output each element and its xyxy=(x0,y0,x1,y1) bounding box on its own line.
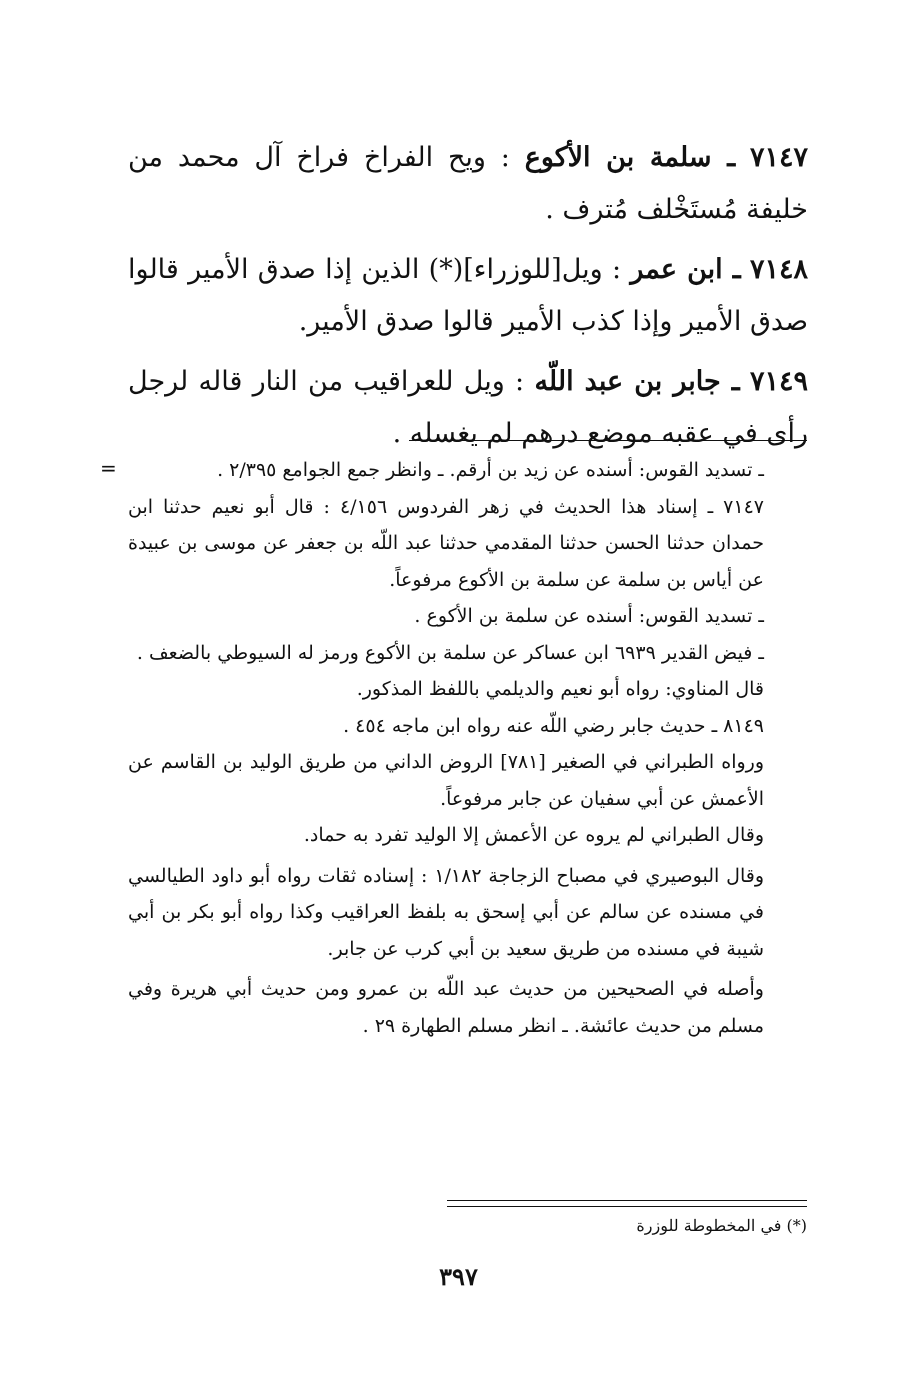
footnote-divider xyxy=(447,1200,807,1207)
note-paragraph: ورواه الطبراني في الصغير [٧٨١] الروض الداني من طريق الوليد بن القاسم عن الأعمش عن أبي سفيان عن جابر مرفوعاً. xyxy=(128,751,764,810)
note-paragraph: ـ فيض القدير ٦٩٣٩ ابن عساكر عن سلمة بن الأكوع ورمز له السيوطي بالضعف . xyxy=(136,641,764,664)
note-paragraph: وقال البوصيري في مصباح الزجاجة ١/١٨٢ : إسناده ثقات رواه أبو داود الطيالسي في مسنده عن سالم عن أبي إسحق به بلفظ العراقيب وكذا رواه أبو بكر بن أبي شيبة في مسنده من طريق سعيد بن أبي كرب عن جابر. xyxy=(128,864,765,960)
continuation-mark: = xyxy=(100,456,117,480)
entry-narrator: سلمة بن الأكوع xyxy=(524,142,712,173)
entry-separator: ـ xyxy=(720,366,740,397)
entry-separator: ـ xyxy=(711,142,736,173)
note-paragraph: وأصله في الصحيحين من حديث عبد اللّه بن عمرو ومن حديث أبي هريرة وفي مسلم من حديث عائشة. ـ انظر مسلم الطهارة ٢٩ . xyxy=(128,978,764,1037)
entry-colon: : xyxy=(485,142,510,173)
entry-separator: ـ xyxy=(722,254,741,285)
note-paragraph: وقال الطبراني لم يروه عن الأعمش إلا الوليد تفرد به حماد. xyxy=(303,824,764,846)
entry-narrator: جابر بن عبد اللّه xyxy=(534,366,721,397)
commentary-notes xyxy=(128,452,808,1044)
page-number: ٣٩٧ xyxy=(439,1262,478,1291)
entry-narrator: ابن عمر xyxy=(630,254,723,285)
entry-text: ويل[للوزراء](*) الذين إذا صدق الأمير قالوا صدق الأمير وإذا كذب الأمير قالوا صدق الأمير. xyxy=(128,254,808,337)
note-paragraph: ـ تسديد القوس: أسنده عن سلمة بن الأكوع . xyxy=(414,605,764,627)
notes-divider xyxy=(409,440,807,441)
entry-number: ٧١٤٧ xyxy=(749,142,808,173)
hadith-entry-7147 xyxy=(128,132,808,236)
note-paragraph: ـ تسديد القوس: أسنده عن زيد بن أرقم. ـ وانظر جمع الجوامع ٢/٣٩٥ . xyxy=(217,459,764,481)
entry-text: ويح الفراخ فراخ آل محمد من خليفة مُستَخْلف مُترف . xyxy=(128,142,808,225)
entry-number: ٧١٤٨ xyxy=(750,254,809,285)
entry-colon: : xyxy=(504,366,525,397)
note-paragraph: ٨١٤٩ ـ حديث جابر رضي اللّه عنه رواه ابن ماجه ٤٥٤ . xyxy=(343,714,764,737)
note-paragraph: ٧١٤٧ ـ إسناد هذا الحديث في زهر الفردوس ٤/١٥٦ : قال أبو نعيم حدثنا ابن حمدان حدثنا الحسن حدثنا المقدمي حدثنا عبد اللّه بن جعفر عن موسى بن عبيدة عن أياس بن سلمة عن سلمة بن الأكوع مرفوعاً. xyxy=(128,495,764,591)
footnote: (*) في المخطوطة للوزرة xyxy=(636,1216,807,1235)
hadith-entry-7148 xyxy=(128,244,808,348)
hadith-entry-7149 xyxy=(128,356,808,460)
entry-colon: : xyxy=(602,254,622,285)
entry-text: ويل للعراقيب من النار قاله لرجل رأى في عقبه موضع درهم لم يغسله . xyxy=(128,366,808,449)
note-paragraph: قال المناوي: رواه أبو نعيم والديلمي باللفظ المذكور. xyxy=(356,678,764,700)
entry-number: ٧١٤٩ xyxy=(749,366,808,397)
hadith-entries xyxy=(128,132,808,468)
